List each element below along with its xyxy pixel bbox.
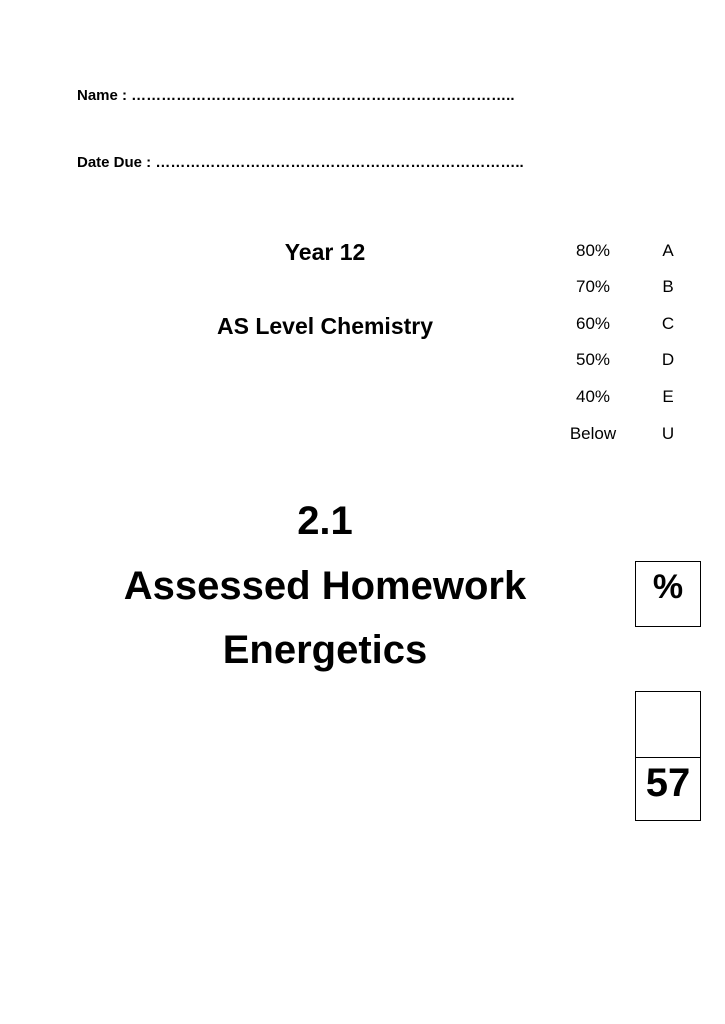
grade-letter: A bbox=[662, 241, 674, 260]
grade-row bbox=[560, 241, 690, 265]
grade-row bbox=[560, 314, 690, 338]
grade-percent: Below bbox=[569, 424, 617, 443]
topic-title: Energetics bbox=[222, 628, 428, 672]
name-field-line: Name : ………………………………………………………………….. bbox=[77, 87, 515, 104]
grade-percent: 70% bbox=[575, 277, 611, 296]
course-label: AS Level Chemistry bbox=[216, 313, 434, 339]
grade-percent: 50% bbox=[575, 350, 611, 369]
grade-letter: C bbox=[661, 314, 675, 333]
grade-percent: 40% bbox=[575, 387, 611, 406]
percentage-box: % bbox=[635, 561, 701, 627]
homework-title: Assessed Homework bbox=[123, 564, 527, 608]
grade-percent: 60% bbox=[575, 314, 611, 333]
grade-row bbox=[560, 350, 690, 374]
grade-row bbox=[560, 424, 690, 448]
grade-letter: U bbox=[661, 424, 675, 443]
total-marks-box: 57 bbox=[635, 757, 701, 821]
grade-row bbox=[560, 387, 690, 411]
mark-box bbox=[635, 691, 701, 758]
grade-letter: B bbox=[662, 277, 674, 296]
grade-letter: D bbox=[661, 350, 675, 369]
grade-percent: 80% bbox=[575, 241, 611, 260]
year-label: Year 12 bbox=[284, 239, 366, 265]
grade-letter: E bbox=[662, 387, 674, 406]
grade-row bbox=[560, 277, 690, 301]
unit-number: 2.1 bbox=[297, 499, 353, 543]
date-due-field-line: Date Due : ……………………………………………………………….. bbox=[77, 154, 524, 171]
